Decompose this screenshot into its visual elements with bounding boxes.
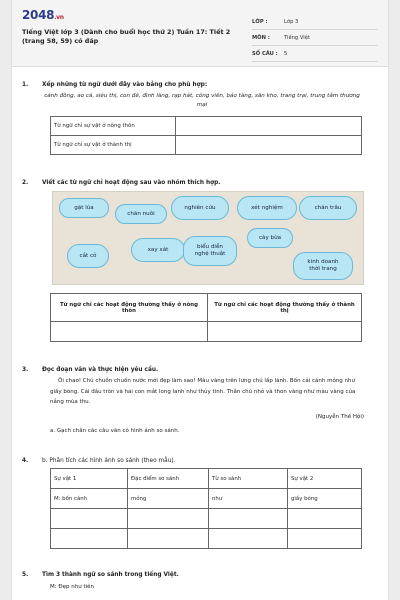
q4-header: Sự vật 2 [288,469,362,489]
activity-cloud: cày bừa [247,228,293,248]
q5-sample: M: Đẹp như tiên [50,584,94,590]
q4-answer-cell[interactable] [209,509,288,529]
q1-table [50,116,362,155]
activity-cloud-image [52,191,364,285]
q1-answer-cell[interactable] [176,136,362,155]
question-number: 2. [22,180,29,186]
q1-row-label: Từ ngữ chỉ sự vật ở nông thôn [51,117,176,136]
q4-answer-cell[interactable] [209,529,288,549]
activity-cloud: chăn nuôi [115,204,167,224]
q4-sample-cell: giấy bóng [288,489,362,509]
meta-value: Lớp 3 [284,19,299,25]
q1-word-list: cánh đồng, ao cá, siêu thị, con đê, đình làng, rạp hát, công viên, bảo tàng, sân kho, trang trại, trung tâm thương mại [44,93,360,108]
q2-header: Từ ngữ chỉ các hoạt động thường thấy ở nông thôn [51,294,208,322]
worksheet-header [12,0,388,67]
q4-sample-cell: M: bốn cánh [51,489,128,509]
activity-cloud: nghiên cứu [171,196,229,220]
question-title: Xếp những từ ngữ dưới đây vào bảng cho phù hợp: [42,82,208,88]
q4-sample-cell: như [209,489,288,509]
question-number: 3. [22,367,29,373]
q2-answer-cell[interactable] [208,322,362,342]
meta-key: SỐ CÂU : [252,51,278,57]
question-number: 5. [22,572,29,578]
meta-row-subject [252,30,378,46]
logo-text: 2048 [22,8,55,22]
question-title: Tìm 3 thành ngữ so sánh trong tiếng Việt. [42,572,179,578]
q4-header: Sự vật 1 [51,469,128,489]
question-title: Viết các từ ngữ chỉ hoạt động sau vào nhóm thích hợp. [42,180,221,186]
q4-answer-cell[interactable] [51,509,128,529]
activity-cloud: cắt cỏ [67,244,109,268]
q2-header: Từ ngữ chỉ các hoạt động thường thấy ở thành thị [208,294,362,322]
q4-header: Từ so sánh [209,469,288,489]
q2-answer-cell[interactable] [51,322,208,342]
meta-value: Tiếng Việt [284,35,310,41]
q4-answer-cell[interactable] [288,529,362,549]
activity-cloud: xay xát [131,238,185,262]
activity-cloud: xét nghiệm [237,196,297,220]
q4-answer-cell[interactable] [51,529,128,549]
q1-answer-cell[interactable] [176,117,362,136]
q3-author: (Nguyễn Thế Hội) [315,414,364,420]
q4-answer-cell[interactable] [128,509,209,529]
meta-row-class [252,14,378,30]
meta-key: LỚP : [252,19,268,25]
q3-subtask: a. Gạch chân các câu văn có hình ảnh so sánh. [50,428,180,434]
q4-answer-cell[interactable] [288,509,362,529]
meta-key: MÔN : [252,35,270,41]
question-title: Đọc đoạn văn và thực hiện yêu cầu. [42,367,159,373]
q4-sample-cell: mỏng [128,489,209,509]
meta-row-count [252,46,378,62]
q4-header: Đặc điểm so sánh [128,469,209,489]
worksheet-meta [252,14,378,62]
question-title: b. Phân tích các hình ảnh so sánh (theo mẫu). [42,458,176,464]
question-number: 4. [22,458,29,464]
logo-suffix: .vn [54,14,64,21]
activity-cloud: chăn trâu [299,196,357,220]
q3-paragraph: Ôi chao! Chú chuồn chuồn nước mới đẹp làm sao! Màu vàng trên lưng chú lấp lánh. Bốn cái cánh mỏng như giấy bóng. Cái đầu tròn và hai con mắt long lanh như thủy tinh. Thân chú nhỏ và thon vàng như màu vàng của nắng mùa thu. [50,378,356,405]
worksheet-page [12,0,388,600]
q4-table [50,468,362,549]
q4-answer-cell[interactable] [128,529,209,549]
activity-cloud: gặt lúa [59,198,109,218]
meta-value: 5 [284,51,288,57]
page-title: Tiếng Việt lớp 3 (Dành cho buổi học thứ 2) Tuần 17: Tiết 2 (trang 58, 59) có đáp [22,28,231,45]
site-logo[interactable] [22,8,64,22]
q1-row-label: Từ ngữ chỉ sự vật ở thành thị [51,136,176,155]
q2-table [50,293,362,342]
question-number: 1. [22,82,29,88]
activity-cloud: kinh doanh thời trang [293,252,353,280]
activity-cloud: biểu diễn nghệ thuật [183,236,237,266]
